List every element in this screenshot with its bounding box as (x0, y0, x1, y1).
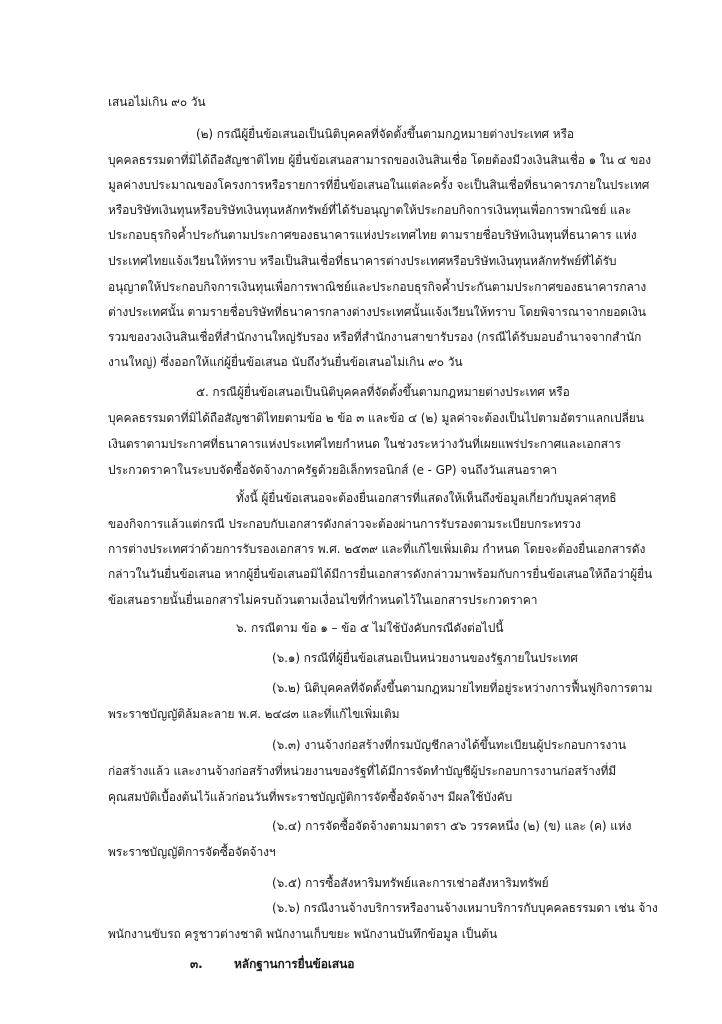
text-line: อนุญาตให้ประกอบกิจการเงินทุนเพื่อการพาณิชย์และประกอบธุรกิจค้ำประกันตามประกาศของธนาคารกลาง (108, 280, 647, 294)
item-6-5: (๖.๕) การซื้อสังหาริมทรัพย์และการเช่าอสังหาริมทรัพย์ (272, 876, 549, 890)
text-line: ประเทศไทยแจ้งเวียนให้ทราบ หรือเป็นสินเชื่อที่ธนาคารต่างประเทศหรือบริษัทเงินทุนหลักทรัพย์ที่ได้รับ (108, 254, 617, 268)
paragraph-6-first-line: ๖. กรณีตาม ข้อ ๑ – ข้อ ๕ ไม่ใช้บังคับกรณีดังต่อไปนี้ (236, 621, 504, 635)
section-heading: หลักฐานการยื่นข้อเสนอ (234, 957, 355, 971)
text-line: รวมของวงเงินสินเชื่อที่สำนักงานใหญ่รับรอง หรือที่สำนักงานสาขารับรอง (กรณีได้รับมอบอำนาจจากสำนัก (108, 330, 642, 344)
text-line: บุคคลธรรมดาที่มิได้ถือสัญชาติไทยตามข้อ ๒ ข้อ ๓ และข้อ ๔ (๒) มูลค่าจะต้องเป็นไปตามอัตราแลกเปลี่ยน (108, 411, 644, 425)
text-line: งานใหญ่) ซึ่งออกให้แก่ผู้ยื่นข้อเสนอ นับถึงวันยื่นข้อเสนอไม่เกิน ๙๐ วัน (108, 355, 463, 369)
text-line: เสนอไม่เกิน ๙๐ วัน (108, 95, 206, 109)
text-line: ข้อเสนอรายนั้นยื่นเอกสารไม่ครบถ้วนตามเงื่อนไขที่กำหนดไว้ในเอกสารประกวดราคา (108, 593, 538, 607)
item-6-4: (๖.๔) การจัดซื้อจัดจ้างตามมาตรา ๕๖ วรรคหนึ่ง (๒) (ข) และ (ค) แห่ง (272, 819, 632, 833)
item-6-1: (๖.๑) กรณีที่ผู้ยื่นข้อเสนอเป็นหน่วยงานของรัฐภายในประเทศ (272, 651, 578, 665)
text-line: พนักงานขับรถ ครูชาวต่างชาติ พนักงานเก็บขยะ พนักงานบันทึกข้อมูล เป็นต้น (108, 927, 498, 941)
text-line: คุณสมบัติเบื้องต้นไว้แล้วก่อนวันที่พระราชบัญญัติการจัดซื้อจัดจ้างฯ มีผลใช้บังคับ (108, 790, 513, 804)
text-line: กล่าวในวันยื่นข้อเสนอ หากผู้ยื่นข้อเสนอมิได้มีการยื่นเอกสารดังกล่าวมาพร้อมกับการยื่นข้อเสนอให้ถือว่าผู้ยื่น (108, 567, 653, 581)
paragraph-5-first-line: ๕. กรณีผู้ยื่นข้อเสนอเป็นนิติบุคคลที่จัดตั้งขึ้นตามกฎหมายต่างประเทศ หรือ (196, 385, 570, 399)
text-line: บุคคลธรรมดาที่มิได้ถือสัญชาติไทย ผู้ยื่นข้อเสนอสามารถของเงินสินเชื่อ โดยต้องมีวงเงินสินเชื่อ ๑ ใน ๔ ของ (108, 153, 652, 167)
paragraph-note-first-line: ทั้งนี้ ผู้ยื่นข้อเสนอจะต้องยื่นเอกสารที่แสดงให้เห็นถึงข้อมูลเกี่ยวกับมูลค่าสุทธิ (236, 491, 617, 505)
section-number: ๓. (190, 957, 203, 971)
text-line: หรือบริษัทเงินทุนหรือบริษัทเงินทุนหลักทรัพย์ที่ได้รับอนุญาตให้ประกอบกิจการเงินทุนเพื่อการพาณิชย์ และ (108, 203, 632, 217)
text-line: เงินตราตามประกาศที่ธนาคารแห่งประเทศไทยกำหนด ในช่วงระหว่างวันที่เผยแพร่ประกาศและเอกสาร (108, 437, 621, 451)
text-line: การต่างประเทศว่าด้วยการรับรองเอกสาร พ.ศ. ๒๕๓๙ และที่แก้ไขเพิ่มเติม กำหนด โดยจะต้องยื่นเอกสารดัง (108, 542, 646, 556)
item-6-2: (๖.๒) นิติบุคคลที่จัดตั้งขึ้นตามกฎหมายไทยที่อยู่ระหว่างการฟื้นฟูกิจการตาม (272, 681, 653, 695)
text-line: พระราชบัญญัติการจัดซื้อจัดจ้างฯ (108, 845, 276, 859)
text-line: มูลค่างบประมาณของโครงการหรือรายการที่ยื่นข้อเสนอในแต่ละครั้ง จะเป็นสินเชื่อที่ธนาคารภายในประเทศ (108, 178, 650, 192)
text-line: ของกิจการแล้วแต่กรณี ประกอบกับเอกสารดังกล่าวจะต้องผ่านการรับรองตามระเบียบกระทรวง (108, 517, 581, 531)
text-line: ประกอบธุรกิจค้ำประกันตามประกาศของธนาคารแห่งประเทศไทย ตามรายชื่อบริษัทเงินทุนที่ธนาคาร แห่ง (108, 228, 637, 242)
text-line: ต่างประเทศนั้น ตามรายชื่อบริษัทที่ธนาคารกลางต่างประเทศนั้นแจ้งเวียนให้ทราบ โดยพิจารณาจากยอดเงิน (108, 305, 646, 319)
text-line: ก่อสร้างแล้ว และงานจ้างก่อสร้างที่หน่วยงานของรัฐที่ได้มีการจัดทำบัญชีผู้ประกอบการงานก่อสร้างที่มี (108, 764, 617, 778)
text-line: ประกวดราคาในระบบจัดซื้อจัดจ้างภาครัฐด้วยอิเล็กทรอนิกส์ (e - GP) จนถึงวันเสนอราคา (108, 463, 557, 477)
text-line: พระราชบัญญัติล้มละลาย พ.ศ. ๒๔๘๓ และที่แก้ไขเพิ่มเติม (108, 707, 400, 721)
paragraph-2-first-line: (๒) กรณีผู้ยื่นข้อเสนอเป็นนิติบุคคลที่จัดตั้งขึ้นตามกฎหมายต่างประเทศ หรือ (196, 127, 575, 141)
item-6-6: (๖.๖) กรณีงานจ้างบริการหรืองานจ้างเหมาบริการกับบุคคลธรรมดา เช่น จ้าง (272, 901, 658, 915)
item-6-3: (๖.๓) งานจ้างก่อสร้างที่กรมบัญชีกลางได้ขึ้นทะเบียนผู้ประกอบการงาน (272, 738, 627, 752)
